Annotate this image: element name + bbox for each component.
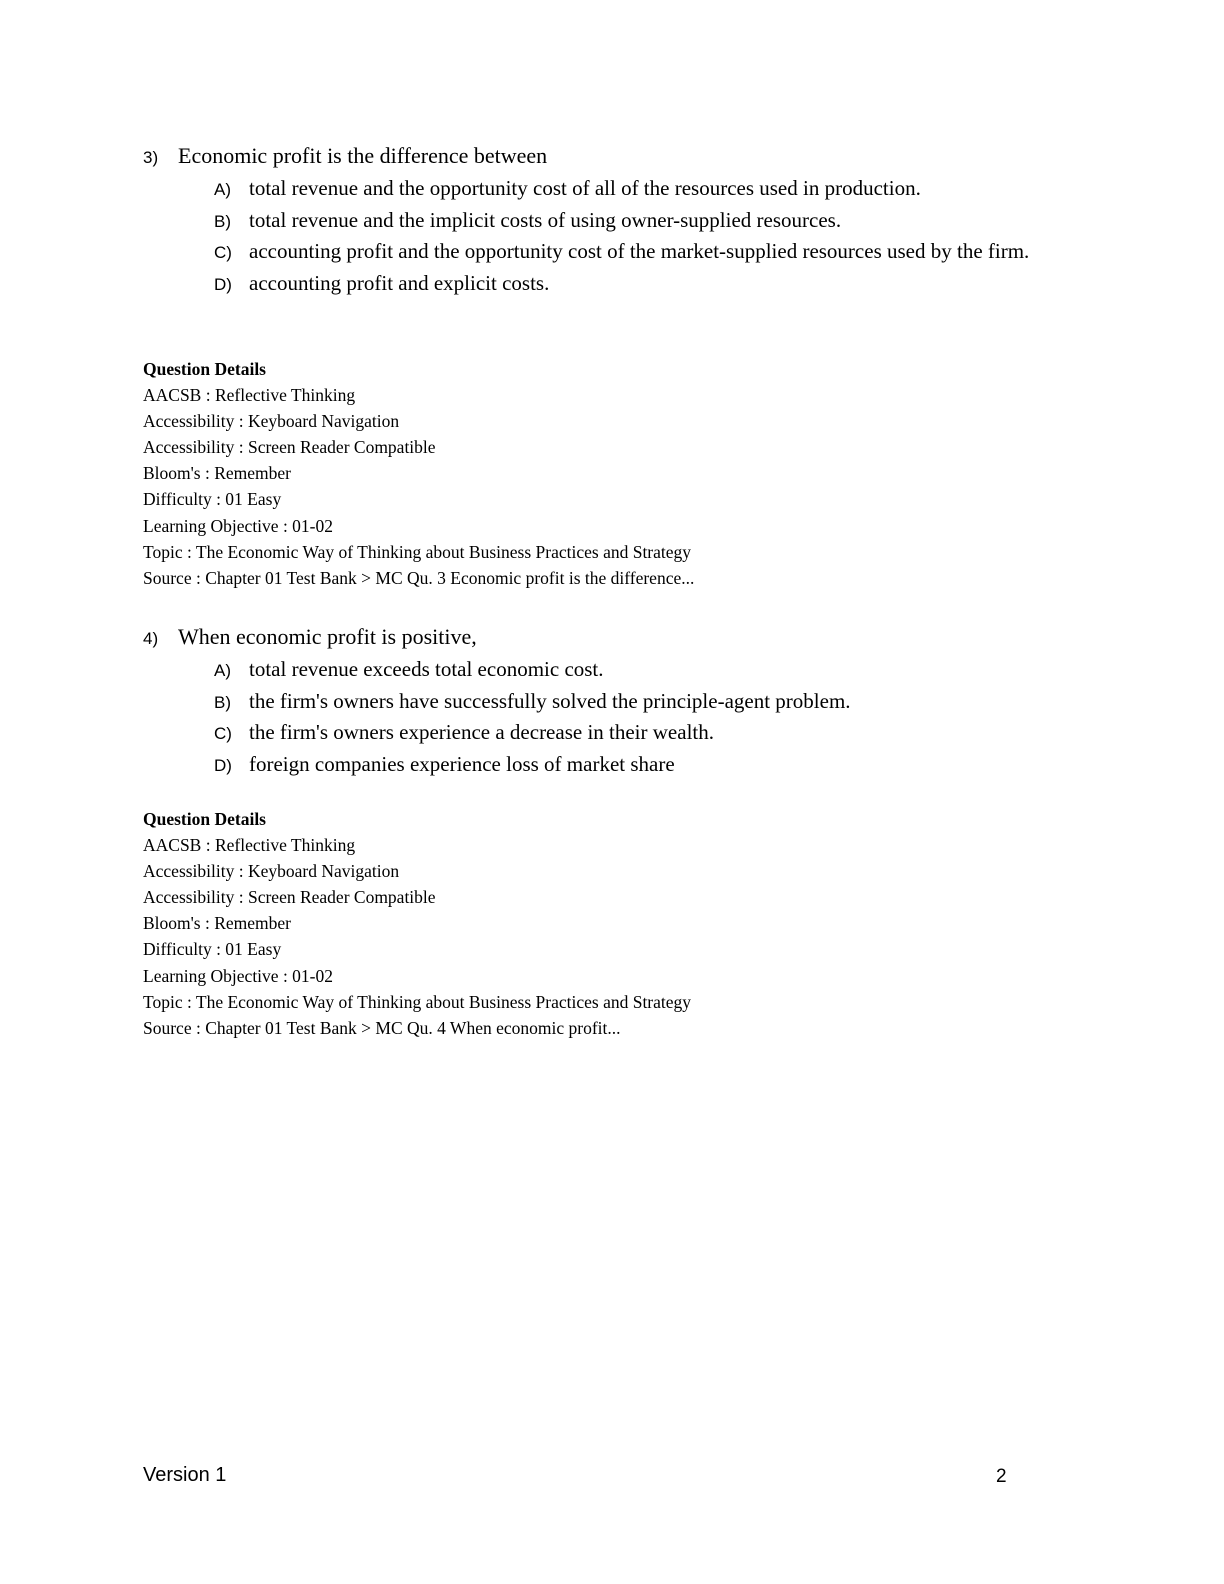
detail-accessibility-screen-reader: Accessibility : Screen Reader Compatible <box>143 887 436 908</box>
option-text: total revenue and the implicit costs of using owner-supplied resources. <box>249 207 842 232</box>
option-d <box>214 749 1063 781</box>
question-details-3 <box>143 356 943 591</box>
option-text: accounting profit and explicit costs. <box>249 270 550 295</box>
detail-accessibility-keyboard: Accessibility : Keyboard Navigation <box>143 411 400 432</box>
detail-topic: Topic : The Economic Way of Thinking about Business Practices and Strategy <box>143 991 692 1012</box>
question-number: 3) <box>143 148 159 167</box>
option-c <box>214 236 1063 268</box>
option-text: foreign companies experience loss of market share <box>249 751 675 776</box>
detail-blooms: Bloom's : Remember <box>143 463 291 484</box>
option-text: the firm's owners have successfully solved the principle-agent problem. <box>249 688 851 713</box>
option-letter: C) <box>214 724 232 743</box>
option-text: total revenue and the opportunity cost of all of the resources used in production. <box>249 176 921 200</box>
answer-options <box>143 173 1063 299</box>
option-b <box>214 205 1063 237</box>
question-stem <box>143 624 1063 654</box>
option-a <box>214 173 1063 205</box>
detail-source: Source : Chapter 01 Test Bank > MC Qu. 4 When economic profit... <box>143 1017 621 1038</box>
option-d <box>214 268 1063 300</box>
detail-aacsb: AACSB : Reflective Thinking <box>143 385 356 406</box>
answer-options <box>143 654 1063 780</box>
details-heading: Question Details <box>143 809 266 829</box>
detail-aacsb: AACSB : Reflective Thinking <box>143 835 356 856</box>
detail-accessibility-keyboard: Accessibility : Keyboard Navigation <box>143 861 400 882</box>
detail-blooms: Bloom's : Remember <box>143 913 291 934</box>
footer-version: Version 1 <box>143 1464 227 1486</box>
question-number: 4) <box>143 629 159 648</box>
option-letter: D) <box>214 755 232 775</box>
option-a <box>214 654 1063 686</box>
page-number: 2 <box>996 1466 1007 1487</box>
question-text: When economic profit is positive, <box>178 624 477 649</box>
option-letter: A) <box>214 180 231 199</box>
question-text: Economic profit is the difference between <box>178 143 548 168</box>
option-letter: D) <box>214 274 232 294</box>
question-stem <box>143 143 1063 173</box>
detail-topic: Topic : The Economic Way of Thinking about Business Practices and Strategy <box>143 541 692 562</box>
detail-difficulty: Difficulty : 01 Easy <box>143 489 282 510</box>
option-letter: C) <box>214 243 232 262</box>
question-details-4 <box>143 806 943 1041</box>
detail-learning-objective: Learning Objective : 01-02 <box>143 515 334 536</box>
option-letter: B) <box>214 211 231 231</box>
option-c <box>214 717 1063 749</box>
question-4 <box>143 624 1063 780</box>
detail-learning-objective: Learning Objective : 01-02 <box>143 965 334 986</box>
details-heading: Question Details <box>143 359 266 379</box>
option-b <box>214 686 1063 718</box>
detail-source: Source : Chapter 01 Test Bank > MC Qu. 3 Economic profit is the difference... <box>143 567 695 588</box>
question-3 <box>143 143 1063 299</box>
detail-difficulty: Difficulty : 01 Easy <box>143 939 282 960</box>
option-letter: B) <box>214 692 231 712</box>
detail-accessibility-screen-reader: Accessibility : Screen Reader Compatible <box>143 437 436 458</box>
option-text: the firm's owners experience a decrease in their wealth. <box>249 720 714 744</box>
option-text: accounting profit and the opportunity cost of the market-supplied resources used by the firm. <box>249 239 1030 263</box>
option-letter: A) <box>214 661 231 680</box>
option-text: total revenue exceeds total economic cost. <box>249 657 604 681</box>
